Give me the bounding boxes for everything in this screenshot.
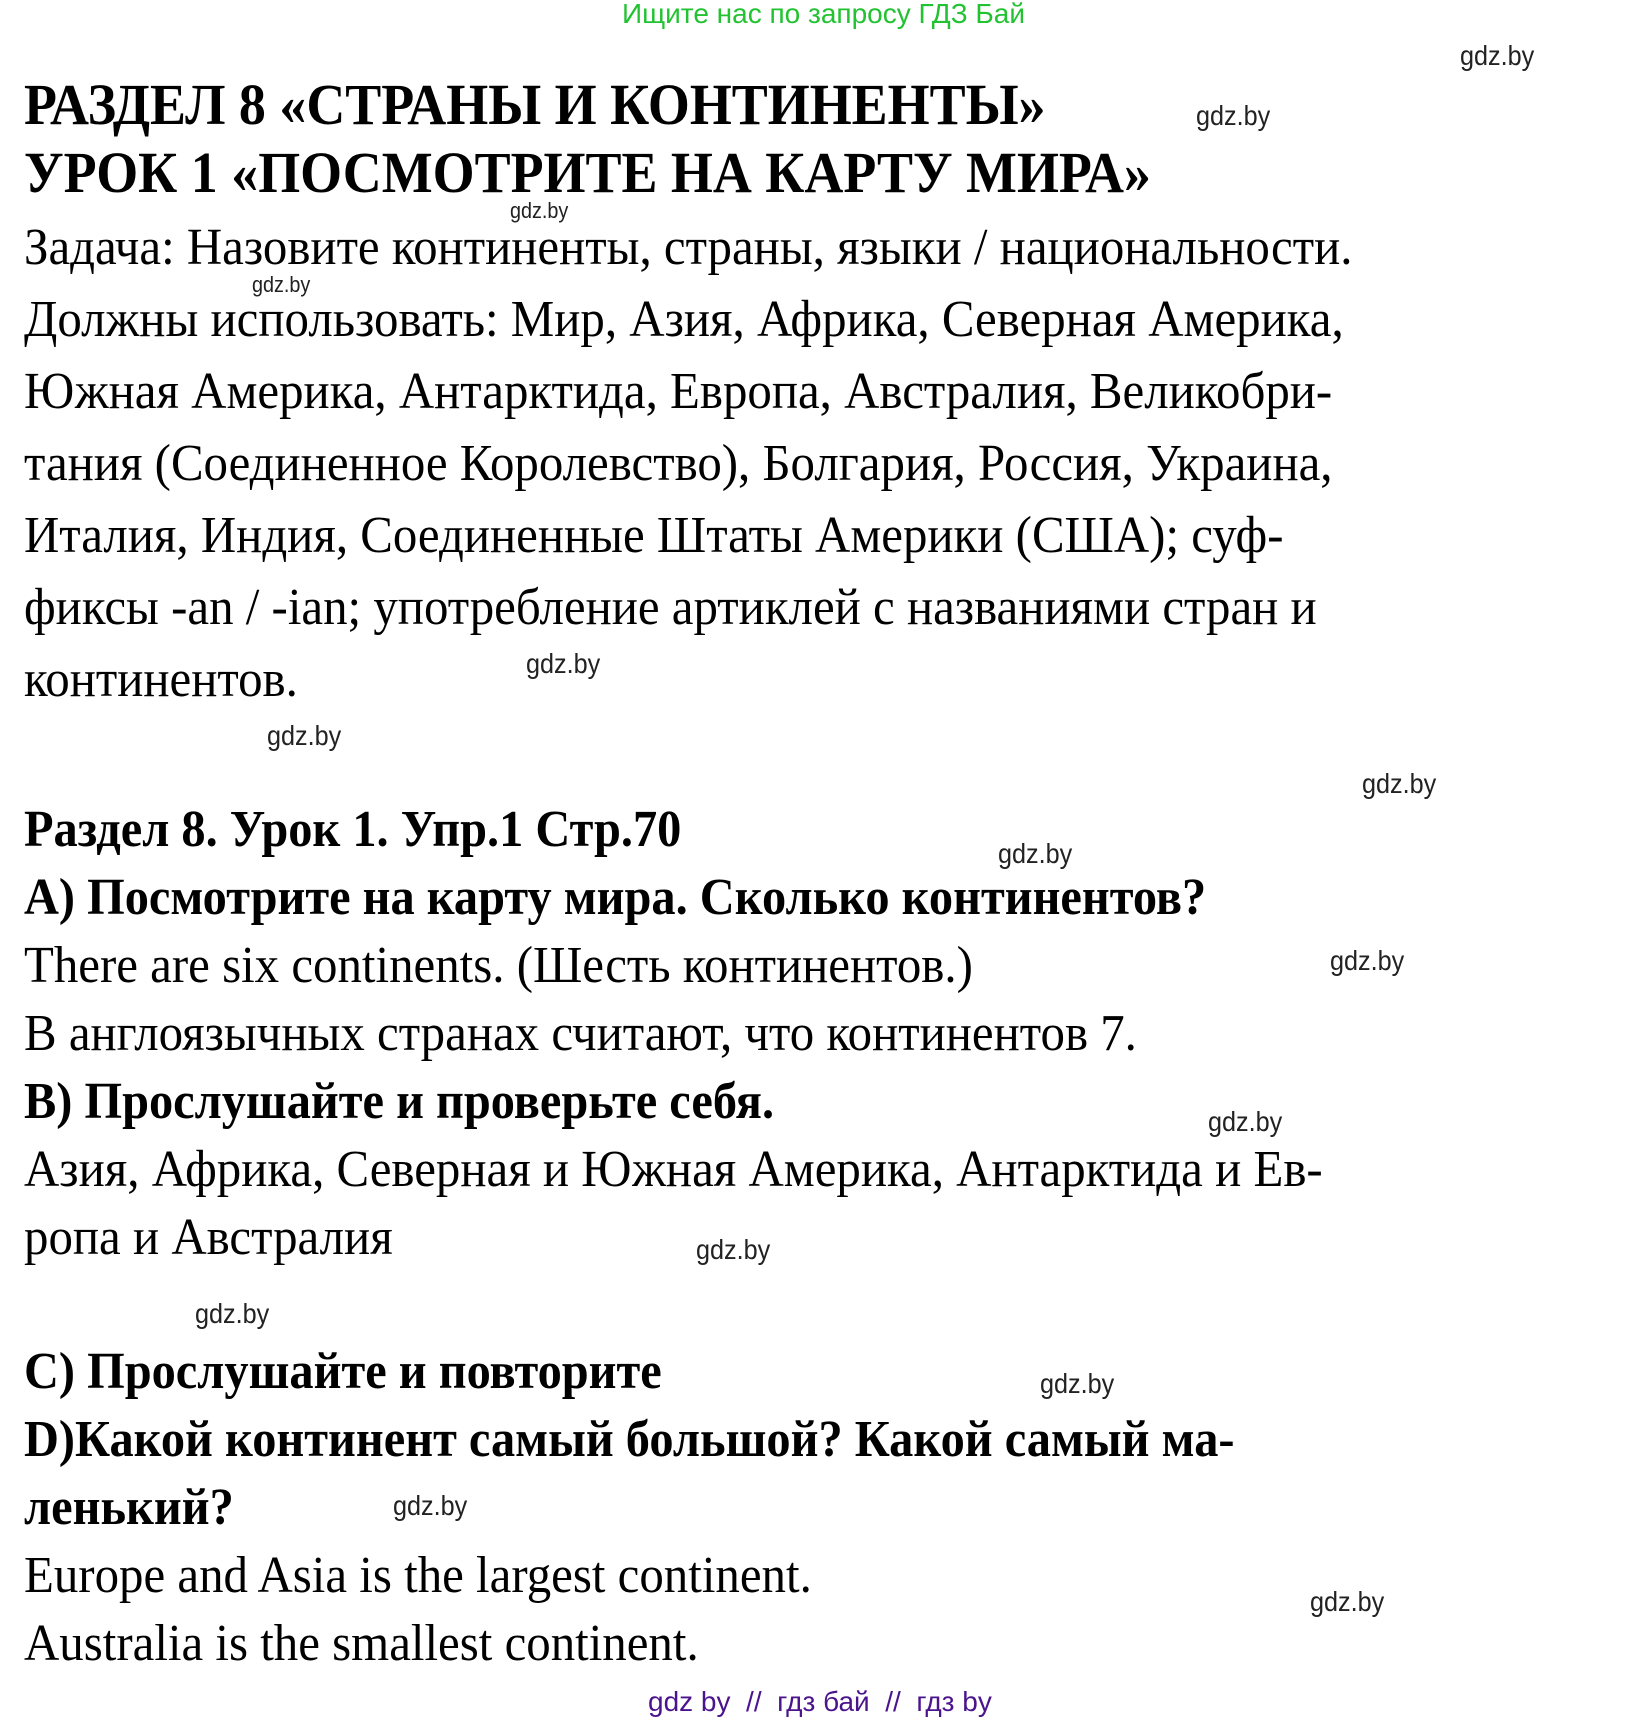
intro-line: Италия, Индия, Соединенные Штаты Америки (США); суф- <box>24 507 1284 564</box>
top-banner-link[interactable]: Ищите нас по запросу ГДЗ Бай <box>622 0 1026 29</box>
watermark: gdz.by <box>1330 945 1405 976</box>
question-c: С) Прослушайте и повторите <box>24 1343 662 1400</box>
bottom-banner-link[interactable]: gdz by // гдз бай // гдз by <box>648 1686 992 1717</box>
watermark: gdz.by <box>510 198 569 223</box>
answer-b-line: Азия, Африка, Северная и Южная Америка, Антарктида и Ев- <box>24 1141 1323 1198</box>
watermark: gdz.by <box>1310 1586 1385 1617</box>
intro-line: Задача: Назовите континенты, страны, языки / национальности. <box>24 219 1353 276</box>
watermark: gdz.by <box>998 838 1073 869</box>
intro-line: фиксы -an / -ian; употребление артиклей с названиями стран и <box>24 579 1317 636</box>
watermark: gdz.by <box>696 1234 771 1265</box>
intro-line: континентов. <box>24 651 298 708</box>
watermark: gdz.by <box>1196 100 1271 131</box>
watermark: gdz.by <box>1460 40 1535 71</box>
answer-d-line: Europe and Asia is the largest continent. <box>24 1547 812 1604</box>
intro-line: Должны использовать: Мир, Азия, Африка, Северная Америка, <box>24 291 1344 348</box>
watermark: gdz.by <box>252 272 311 297</box>
answer-b-line: ропа и Австралия <box>24 1209 393 1266</box>
answer-a-line: There are six continents. (Шесть континентов.) <box>24 937 973 994</box>
section-title: РАЗДЕЛ 8 «СТРАНЫ И КОНТИНЕНТЫ» <box>24 72 1046 137</box>
question-a: А) Посмотрите на карту мира. Сколько континентов? <box>24 869 1207 926</box>
watermark: gdz.by <box>1362 768 1437 799</box>
lesson-title: УРОК 1 «ПОСМОТРИТЕ НА КАРТУ МИРА» <box>24 140 1151 205</box>
answer-a-line: В англоязычных странах считают, что континентов 7. <box>24 1005 1137 1062</box>
watermark: gdz.by <box>195 1298 270 1329</box>
question-b: В) Прослушайте и проверьте себя. <box>24 1073 775 1130</box>
watermark: gdz.by <box>267 720 342 751</box>
intro-line: тания (Соединенное Королевство), Болгария, Россия, Украина, <box>24 435 1333 492</box>
watermark: gdz.by <box>526 648 601 679</box>
intro-line: Южная Америка, Антарктида, Европа, Австралия, Великобри- <box>24 363 1333 420</box>
watermark: gdz.by <box>1040 1368 1115 1399</box>
answer-d-line: Australia is the smallest continent. <box>24 1615 699 1672</box>
exercise-title: Раздел 8. Урок 1. Упр.1 Стр.70 <box>24 801 682 858</box>
watermark: gdz.by <box>393 1490 468 1521</box>
question-d-line: D)Какой континент самый большой? Какой самый ма- <box>24 1411 1235 1468</box>
watermark: gdz.by <box>1208 1106 1283 1137</box>
question-d-line: ленький? <box>24 1479 234 1536</box>
